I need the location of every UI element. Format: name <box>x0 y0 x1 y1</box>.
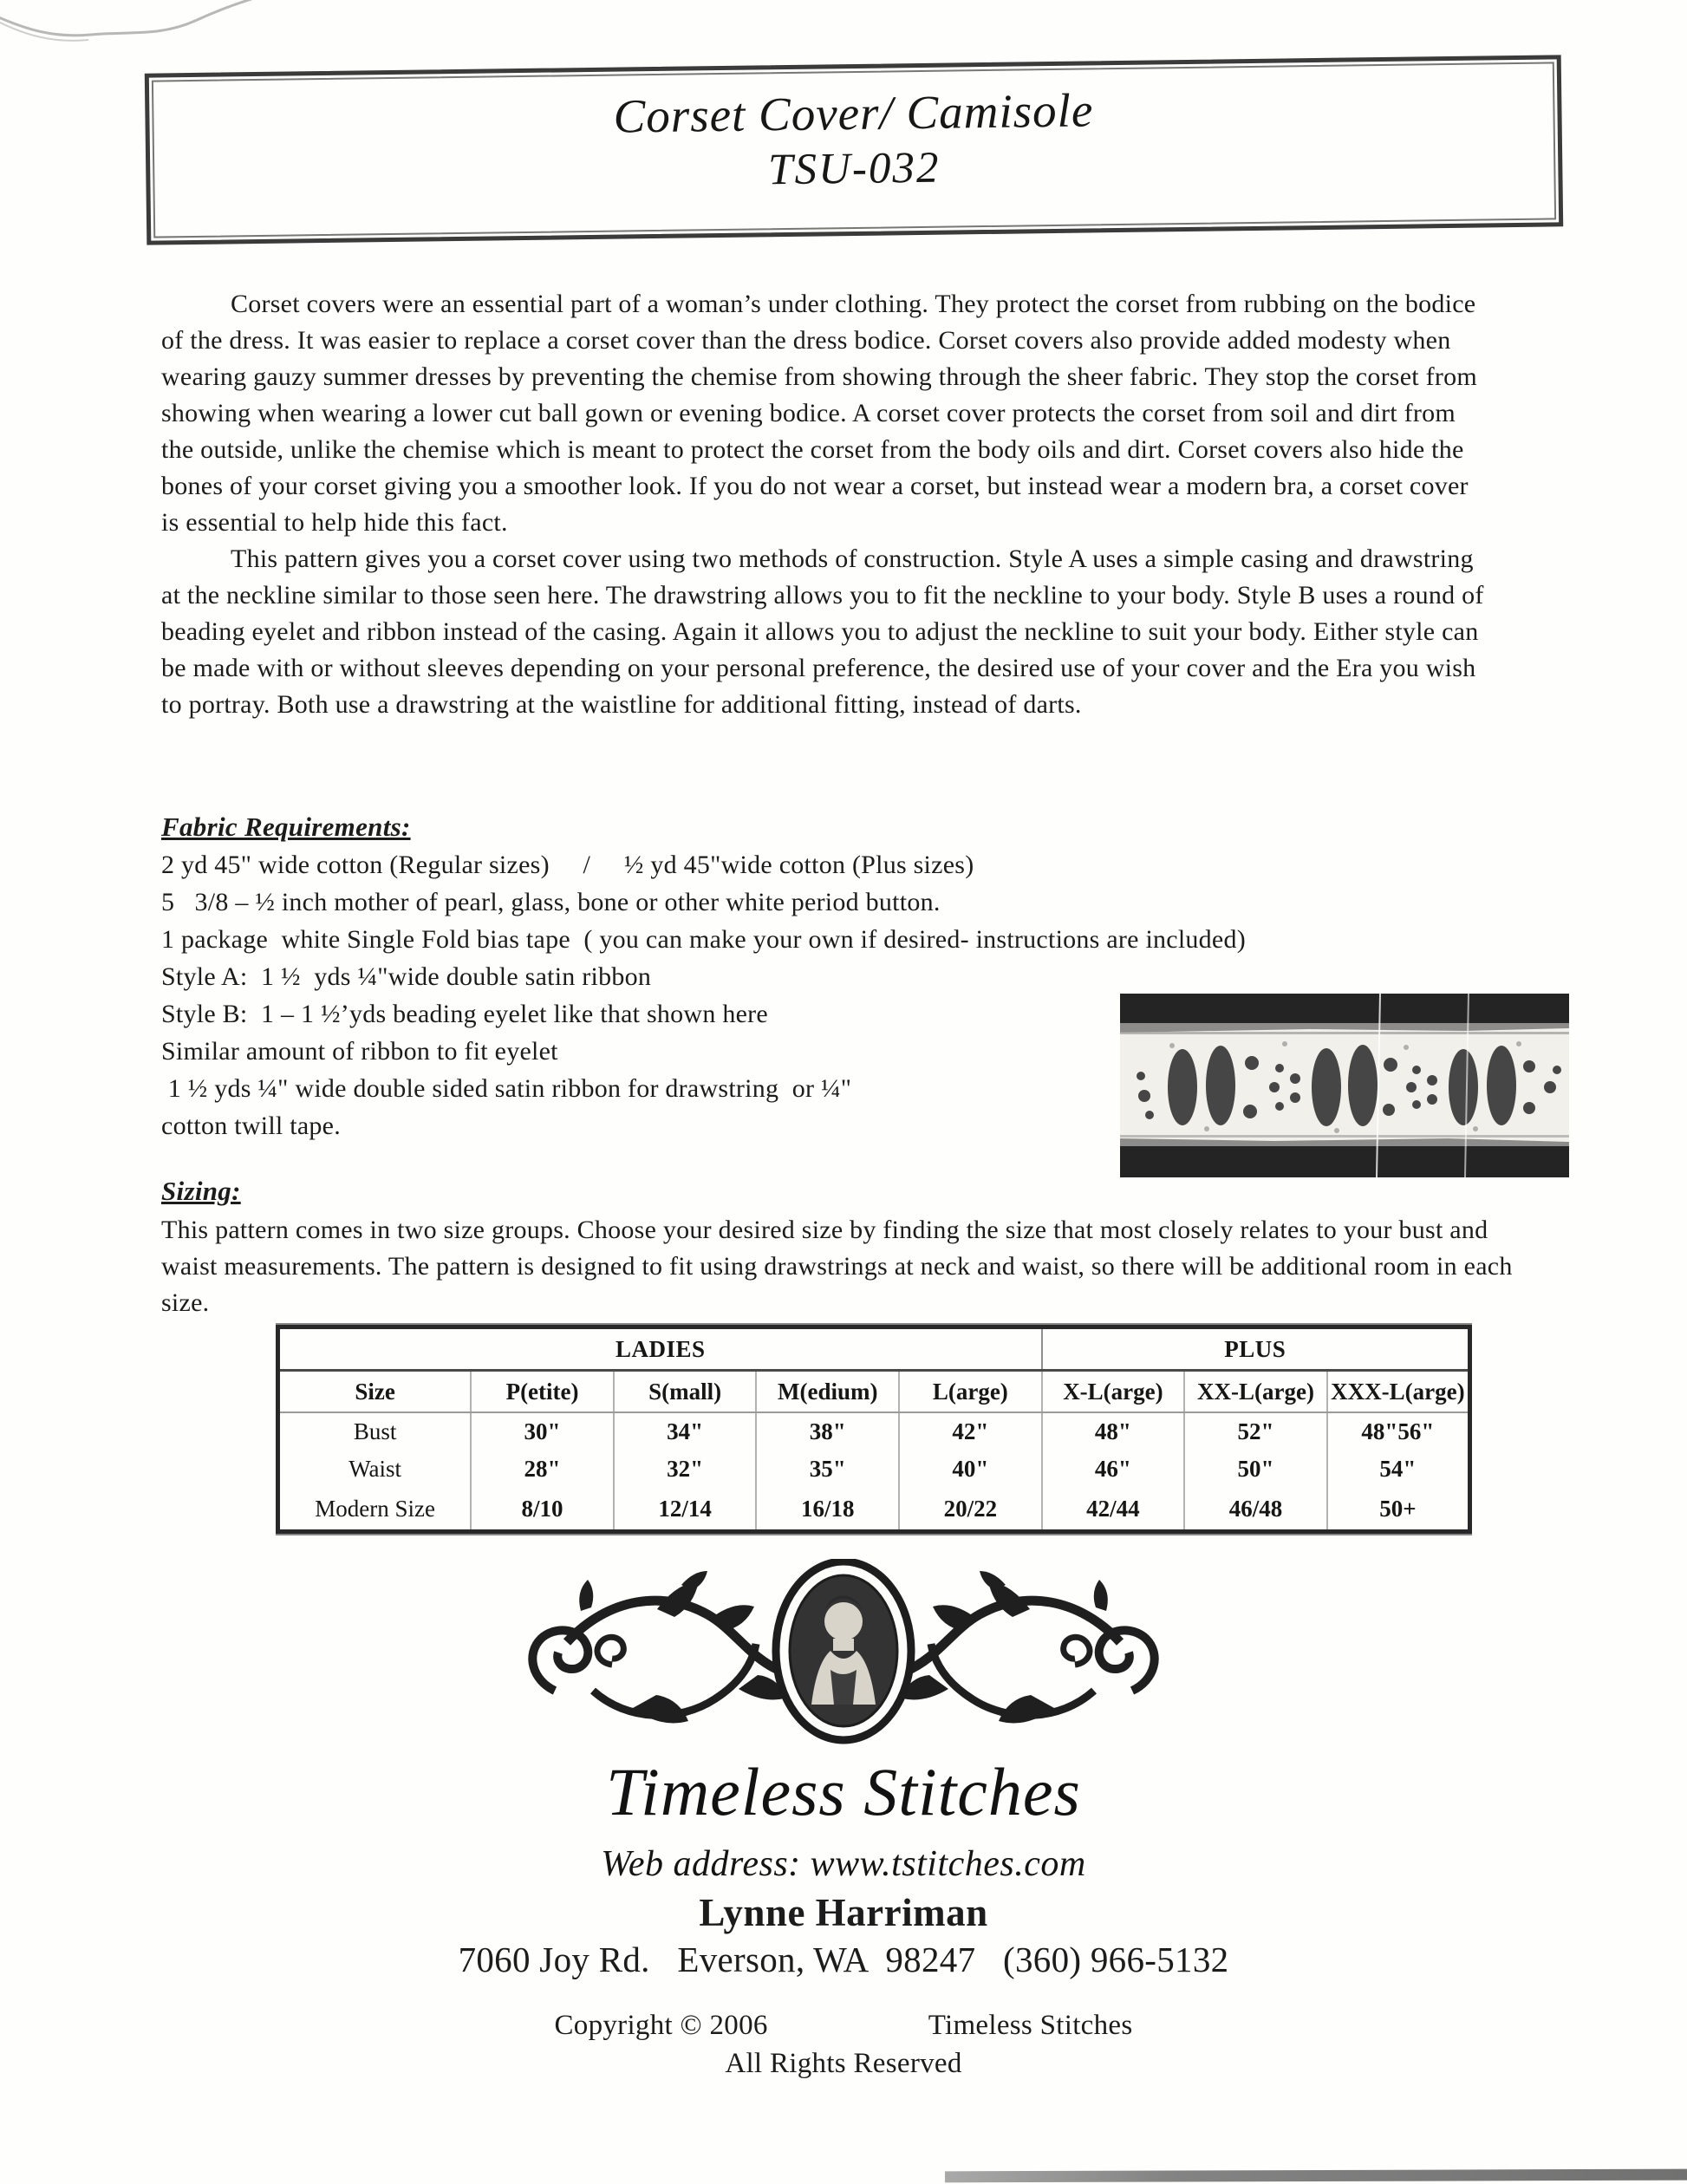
size-table-container <box>276 1325 1472 1534</box>
column-header-xlarge: X-L(arge) <box>1042 1371 1185 1413</box>
sizing-table <box>276 1325 1472 1534</box>
row-label-waist: Waist <box>348 1456 402 1482</box>
title-box <box>145 55 1563 244</box>
table-row-waist <box>278 1451 1470 1488</box>
row-label-modern-size: Modern Size <box>315 1495 435 1522</box>
scan-squiggle-artifact <box>0 0 269 61</box>
waist-value: 32" <box>614 1451 757 1488</box>
fabric-requirement-line: 2 yd 45" wide cotton (Regular sizes) / ½ yd 45"wide cotton (Plus sizes) <box>161 851 974 879</box>
address-line: 7060 Joy Rd. Everson, WA 98247 (360) 966-5132 <box>458 1940 1229 1979</box>
pattern-number: TSU-032 <box>767 143 941 195</box>
group-header-ladies: LADIES <box>278 1327 1042 1371</box>
fabric-requirement-line: 1 package white Single Fold bias tape ( you can make your own if desired- instructions are included) <box>161 925 1246 954</box>
waist-value: 28" <box>471 1451 614 1488</box>
bust-value: 48"56" <box>1327 1412 1470 1451</box>
modern-size-value: 16/18 <box>756 1488 899 1532</box>
fabric-requirement-line: Similar amount of ribbon to fit eyelet <box>161 1037 558 1066</box>
copyright-row <box>0 2010 1687 2042</box>
sizing-heading: Sizing: <box>161 1176 241 1206</box>
modern-size-value: 8/10 <box>471 1488 614 1532</box>
web-address-line: Web address: www.tstitches.com <box>601 1844 1086 1884</box>
table-group-header-row <box>278 1327 1470 1371</box>
modern-size-value: 50+ <box>1327 1488 1470 1532</box>
fabric-requirement-line: Style B: 1 – 1 ½’yds beading eyelet like that shown here <box>161 1000 768 1028</box>
column-header-xxxlarge: XXX-L(arge) <box>1327 1371 1470 1413</box>
waist-value: 46" <box>1042 1451 1185 1488</box>
fabric-requirement-line: 1 ½ yds ¼" wide double sided satin ribbon for drawstring or ¼" <box>161 1074 852 1103</box>
column-header-size: Size <box>278 1371 472 1413</box>
modern-size-value: 42/44 <box>1042 1488 1185 1532</box>
copyright-brand: Timeless Stitches <box>928 2010 1133 2041</box>
modern-size-value: 20/22 <box>899 1488 1042 1532</box>
fabric-requirement-line: 5 3/8 – ½ inch mother of pearl, glass, bone or other white period button. <box>161 888 941 916</box>
scan-edge-artifact <box>945 2169 1687 2183</box>
fabric-requirement-line: cotton twill tape. <box>161 1112 341 1140</box>
column-header-petite: P(etite) <box>471 1371 614 1413</box>
fabric-requirement-line: Style A: 1 ½ yds ¼"wide double satin ribbon <box>161 962 652 991</box>
fabric-requirements-heading: Fabric Requirements: <box>161 812 411 842</box>
column-header-large: L(arge) <box>899 1371 1042 1413</box>
bust-value: 30" <box>471 1412 614 1451</box>
intro-text <box>161 286 1489 723</box>
rights-reserved-line: All Rights Reserved <box>725 2048 962 2079</box>
intro-paragraph-2: This pattern gives you a corset cover using two methods of construction. Style A uses a simple casing and drawstring at the neckline similar to those seen here. The drawstring allows you to fit the neckline to your body. Style B uses a round of beading eyelet and ribbon instead of the casing. Again it allows you to adjust the neckline to suit your body. Either style can be made with or without sleeves depending on your personal preference, the desired use of your cover and the Era you wish to portray. Both use a drawstring at the waistline for additional fitting, instead of darts. <box>161 544 1484 719</box>
bust-value: 52" <box>1184 1412 1327 1451</box>
copyright-text: Copyright © 2006 <box>554 2010 768 2041</box>
waist-value: 50" <box>1184 1451 1327 1488</box>
waist-value: 40" <box>899 1451 1042 1488</box>
row-label-bust: Bust <box>353 1418 397 1444</box>
title-box-inner-border <box>152 62 1556 238</box>
column-header-xxlarge: XX-L(arge) <box>1184 1371 1327 1413</box>
table-row-bust <box>278 1412 1470 1451</box>
brand-script-title: Timeless Stitches <box>606 1754 1081 1829</box>
table-row-modern-size <box>278 1488 1470 1532</box>
sizing-paragraph: This pattern comes in two size groups. Choose your desired size by finding the size that most closely relates to your bust and waist measurements. The pattern is designed to fit using drawstrings at neck and waist, so there will be additional room in each size. <box>161 1216 1513 1317</box>
intro-paragraph-1: Corset covers were an essential part of a woman’s under clothing. They protect the corset from rubbing on the bodice of the dress. It was easier to replace a corset cover than the dress bodice. Corset covers also provide added modesty when wearing gauzy summer dresses by preventing the chemise from showing through the sheer fabric. They stop the corset from showing when wearing a lower cut ball gown or evening bodice. A corset cover protects the corset from soil and dirt from the outside, unlike the chemise which is meant to protect the corset from the body oils and dirt. Corset covers also hide the bones of your corset giving you a smoother look. If you do not wear a corset, but instead wear a modern bra, a corset cover is essential to help hide this fact. <box>161 290 1477 537</box>
column-header-small: S(mall) <box>614 1371 757 1413</box>
pattern-title: Corset Cover/ Camisole <box>613 83 1094 143</box>
sizing-section <box>161 1172 1519 1321</box>
modern-size-value: 46/48 <box>1184 1488 1327 1532</box>
bust-value: 34" <box>614 1412 757 1451</box>
bust-value: 42" <box>899 1412 1042 1451</box>
beading-eyelet-photo <box>1120 994 1569 1177</box>
group-header-plus: PLUS <box>1042 1327 1470 1371</box>
waist-value: 54" <box>1327 1451 1470 1488</box>
waist-value: 35" <box>756 1451 899 1488</box>
column-header-medium: M(edium) <box>756 1371 899 1413</box>
table-column-header-row <box>278 1371 1470 1413</box>
bust-value: 48" <box>1042 1412 1185 1451</box>
logo-flourish-icon <box>525 1559 1162 1744</box>
modern-size-value: 12/14 <box>614 1488 757 1532</box>
owner-name: Lynne Harriman <box>699 1891 988 1934</box>
brand-logo-block <box>0 1559 1687 1832</box>
bust-value: 38" <box>756 1412 899 1451</box>
